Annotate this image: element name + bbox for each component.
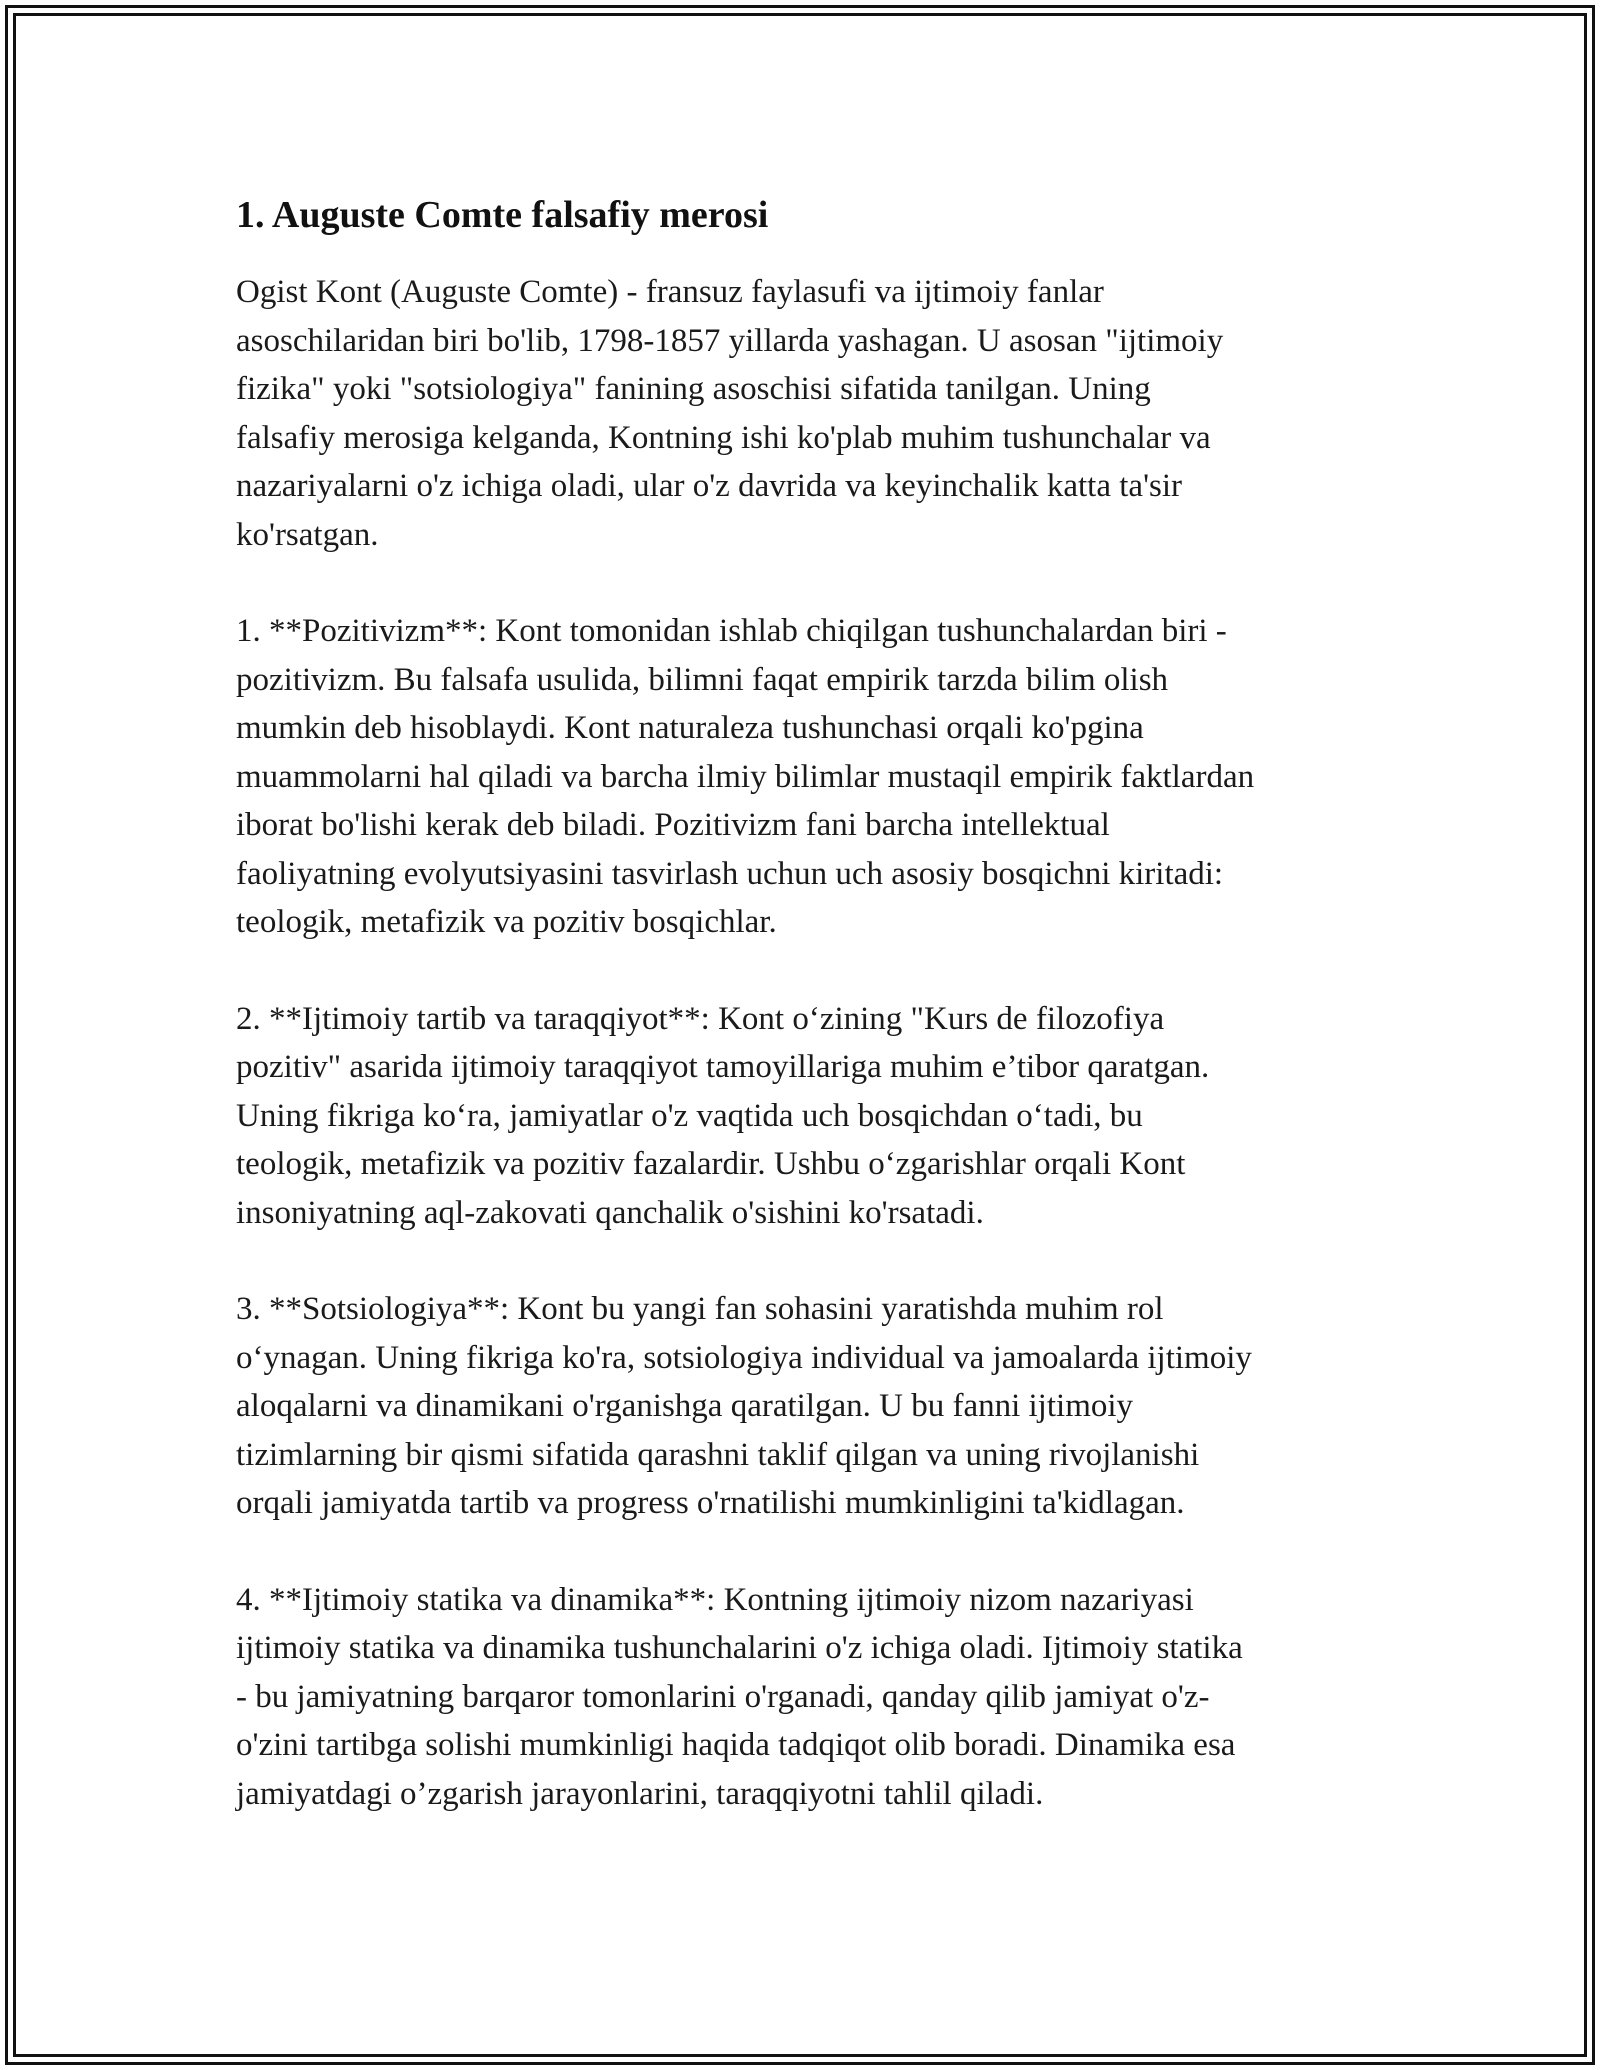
document-body	[236, 186, 1376, 1866]
section-statika-dinamika: 4. **Ijtimoiy statika va dinamika**: Kontning ijtimoiy nizom nazariyasi ijtimoiy statika va dinamika tushunchalarini o'z ichiga oladi. Ijtimoiy statika - bu jamiyatning barqaror tomonlarini o'rganadi, qanday qilib jamiyat o'z- o'zini tartibga solishi mumkinligi haqida tadqiqot olib boradi. Dinamika esa jamiyatdagi o’zgarish jarayonlarini, taraqqiyotni tahlil qiladi.	[236, 1581, 1243, 1812]
section-pozitivizm: 1. **Pozitivizm**: Kont tomonidan ishlab chiqilgan tushunchalardan biri - pozitivizm. Bu falsafa usulida, bilimni faqat empirik tarzda bilim olish mumkin deb hisoblaydi. Kont naturaleza tushunchasi orqali ko'pgina muammolarni hal qiladi va barcha ilmiy bilimlar mustaqil empirik faktlardan iborat bo'lishi kerak deb biladi. Pozitivizm fani barcha intellektual faoliyatning evolyutsiyasini tasvirlash uchun uch asosiy bosqichni kiritadi: teologik, metafizik va pozitiv bosqichlar.	[236, 613, 1255, 940]
intro-paragraph: Ogist Kont (Auguste Comte) - fransuz faylasufi va ijtimoiy fanlar asoschilaridan biri bo'lib, 1798-1857 yillarda yashagan. U asosan "ijtimoiy fizika" yoki "sotsiologiya" fanining asoschisi sifatida tanilgan. Uning falsafiy merosiga kelganda, Kontning ishi ko'plab muhim tushunchalar va nazariyalarni o'z ichiga oladi, ular o'z davrida va keyinchalik katta ta'sir ko'rsatgan.	[236, 274, 1224, 553]
section-ijtimoiy-tartib: 2. **Ijtimoiy tartib va taraqqiyot**: Kont o‘zining "Kurs de filozofiya pozitiv" asarida ijtimoiy taraqqiyot tamoyillariga muhim e’tibor qaratgan. Uning fikriga ko‘ra, jamiyatlar o'z vaqtida uch bosqichdan o‘tadi, bu teologik, metafizik va pozitiv fazalardir. Ushbu o‘zgarishlar orqali Kont insoniyatning aql-zakovati qanchalik o'sishini ko'rsatadi.	[236, 1000, 1210, 1231]
document-title: 1. Auguste Comte falsafiy merosi	[236, 194, 769, 236]
section-sotsiologiya: 3. **Sotsiologiya**: Kont bu yangi fan sohasini yaratishda muhim rol o‘ynagan. Uning fikriga ko'ra, sotsiologiya individual va jamoalarda ijtimoiy aloqalarni va dinamikani o'rganishga qaratilgan. U bu fanni ijtimoiy tizimlarning bir qismi sifatida qarashni taklif qilgan va uning rivojlanishi orqali jamiyatda tartib va progress o'rnatilishi mumkinligini ta'kidlagan.	[236, 1291, 1252, 1521]
